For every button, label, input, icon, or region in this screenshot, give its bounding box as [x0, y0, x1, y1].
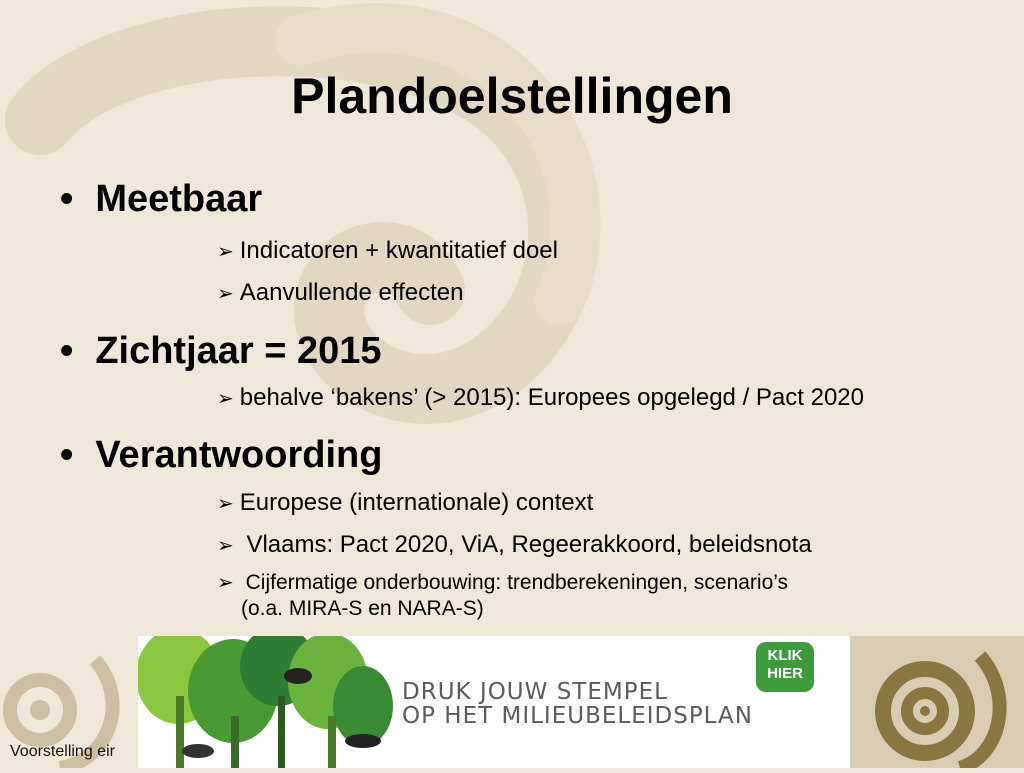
bullet-label: Meetbaar	[95, 178, 263, 220]
bullet-zichtjaar	[60, 328, 382, 374]
subitem-aanvullende: ➢ Aanvullende effecten	[217, 279, 464, 306]
subitem-cijfermatige: ➢ Cijfermatige onderbouwing: trendberekeningen, scenario’s (o.a. MIRA-S en NARA-S)	[217, 571, 789, 620]
bullet-label: Zichtjaar = 2015	[95, 330, 382, 372]
arrow-bullet-icon: ➢	[217, 535, 234, 557]
swirl-logo	[850, 636, 1024, 768]
subitem-indicatoren: ➢ Indicatoren + kwantitatief doel	[217, 237, 558, 264]
arrow-bullet-icon: ➢	[217, 572, 234, 594]
arrow-bullet-icon: ➢	[217, 241, 234, 263]
bullet-meetbaar	[60, 176, 262, 222]
bullet-verantwoording	[60, 432, 382, 478]
arrow-bullet-icon: ➢	[217, 283, 234, 305]
bullet-dot: •	[60, 178, 74, 220]
subitem-cijfermatige-continued: (o.a. MIRA-S en NARA-S)	[241, 597, 484, 620]
subitem-bakens: ➢ behalve ‘bakens’ (> 2015): Europees opgelegd / Pact 2020	[217, 384, 864, 411]
bullet-dot: •	[60, 330, 74, 372]
slide-title: Plandoelstellingen	[291, 68, 733, 124]
bullet-dot: •	[60, 434, 74, 476]
bullet-label: Verantwoording	[95, 434, 383, 476]
trees-illustration	[138, 636, 398, 768]
milieubeleidsplan-banner[interactable]	[138, 636, 850, 768]
arrow-bullet-icon: ➢	[217, 493, 234, 515]
subitem-vlaams: ➢ Vlaams: Pact 2020, ViA, Regeerakkoord, beleidsnota	[217, 531, 812, 558]
footer-text: Voorstelling eir	[10, 743, 115, 760]
banner-text[interactable]: DRUK JOUW STEMPEL OP HET MILIEUBELEIDSPLAN	[402, 679, 753, 729]
subitem-europese: ➢ Europese (internationale) context	[217, 489, 594, 516]
arrow-bullet-icon: ➢	[217, 388, 234, 410]
klik-hier-button[interactable]: KLIK HIER	[756, 642, 814, 692]
